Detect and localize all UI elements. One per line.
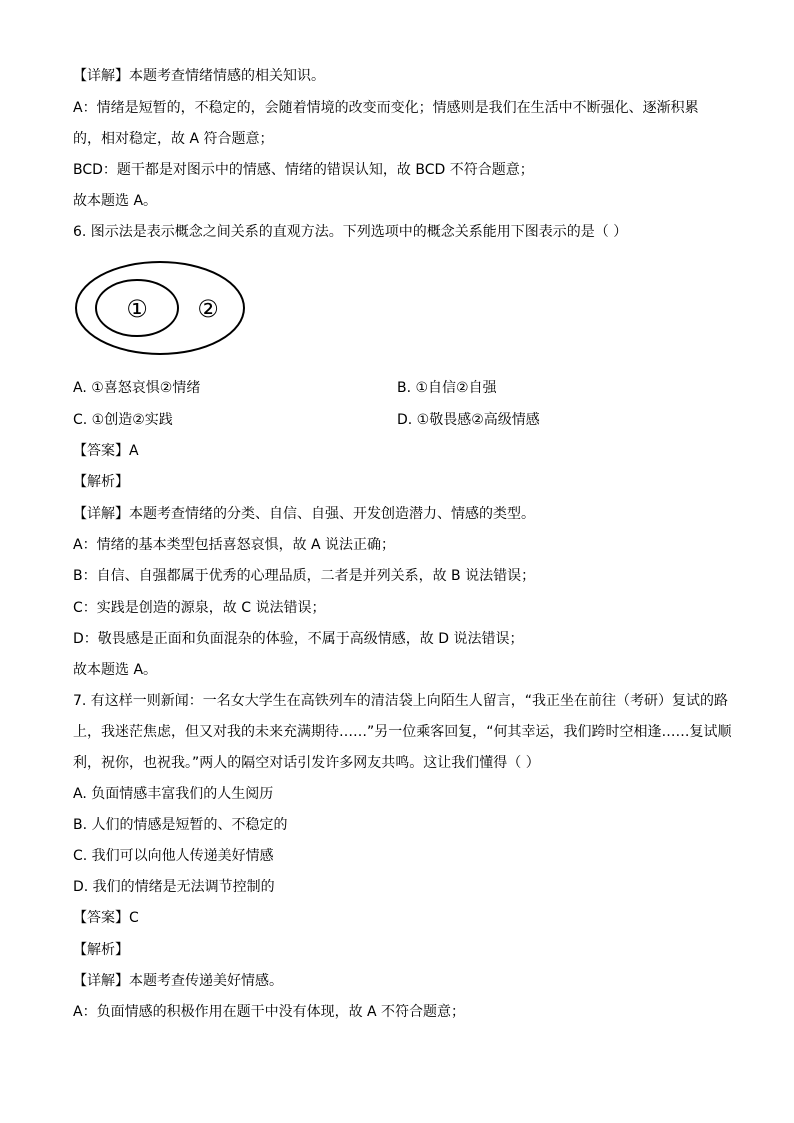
paragraph-line: BCD：题干都是对图示中的情感、情绪的错误认知，故 BCD 不符合题意； — [73, 162, 534, 178]
paragraph-line: 的，相对稳定，故 A 符合题意； — [73, 131, 274, 147]
option-c: C. ①创造②实践 — [73, 412, 173, 428]
option-b: B. 人们的情感是短暂的、不稳定的 — [73, 817, 288, 833]
paragraph-line: 【详解】本题考查传递美好情感。 — [73, 973, 283, 989]
paragraph-line: A：情绪是短暂的，不稳定的，会随着情境的改变而变化；情感则是我们在生活中不断强化、逐渐积累 — [73, 100, 699, 116]
option-a: A. 负面情感丰富我们的人生阅历 — [73, 786, 274, 802]
question-7-stem: 利，祝你，也祝我。”两人的隔空对话引发许多网友共鸣。这让我们懂得（ ） — [73, 755, 540, 771]
paragraph-line: B：自信、自强都属于优秀的心理品质，二者是并列关系，故 B 说法错误； — [73, 568, 536, 584]
option-d: D. ①敬畏感②高级情感 — [397, 412, 540, 428]
paragraph-line: 【详解】本题考查情绪情感的相关知识。 — [73, 68, 325, 84]
paragraph-line: A：负面情感的积极作用在题干中没有体现，故 A 不符合题意； — [73, 1004, 466, 1020]
paragraph-line: C：实践是创造的源泉，故 C 说法错误； — [73, 600, 326, 616]
option-c: C. 我们可以向他人传递美好情感 — [73, 848, 274, 864]
outer-circle-label: ② — [197, 295, 219, 323]
question-6-stem: 6. 图示法是表示概念之间关系的直观方法。下列选项中的概念关系能用下图表示的是（ ） — [73, 224, 628, 240]
paragraph-line: 故本题选 A。 — [73, 662, 158, 678]
paragraph-line: A：情绪的基本类型包括喜怒哀惧，故 A 说法正确； — [73, 537, 396, 553]
answer-label: 【答案】A — [73, 443, 139, 459]
concept-relation-diagram — [74, 260, 248, 358]
analysis-label: 【解析】 — [73, 942, 129, 958]
paragraph-line: 【详解】本题考查情绪的分类、自信、自强、开发创造潜力、情感的类型。 — [73, 506, 535, 522]
option-d: D. 我们的情绪是无法调节控制的 — [73, 879, 275, 895]
paragraph-line: D：敬畏感是正面和负面混杂的体验，不属于高级情感，故 D 说法错误； — [73, 631, 524, 647]
outer-ellipse — [76, 262, 244, 354]
analysis-label: 【解析】 — [73, 474, 129, 490]
question-7-stem: 7. 有这样一则新闻：一名女大学生在高铁列车的清洁袋上向陌生人留言，“我正坐在前往（考研）复试的路 — [73, 693, 729, 709]
option-a: A. ①喜怒哀惧②情绪 — [73, 380, 201, 396]
question-7-stem: 上，我迷茫焦虑，但又对我的未来充满期待……”另一位乘客回复，“何其幸运，我们跨时空相逢……复试顺 — [73, 724, 732, 740]
paragraph-line: 故本题选 A。 — [73, 193, 158, 209]
inner-circle-label: ① — [126, 295, 148, 323]
option-b: B. ①自信②自强 — [397, 380, 497, 396]
answer-label: 【答案】C — [73, 910, 139, 926]
